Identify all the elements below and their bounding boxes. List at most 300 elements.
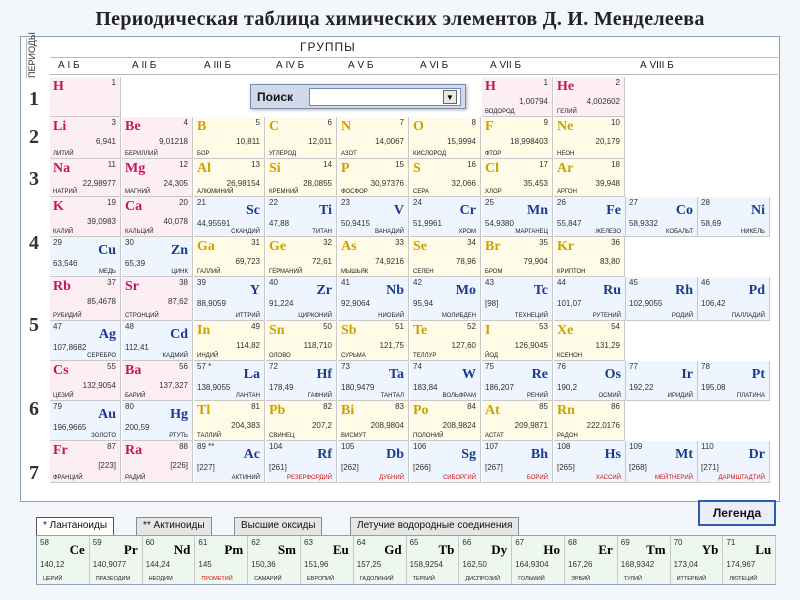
element-cell-db[interactable] (338, 441, 409, 483)
period-number-3: 3 (29, 168, 39, 190)
element-symbol: Tb (438, 542, 455, 557)
atomic-number: 64 (356, 538, 366, 547)
element-symbol: V (393, 203, 404, 218)
lanthanide-cell-dy[interactable] (459, 536, 512, 584)
atomic-mass: 114,82 (236, 341, 260, 350)
element-name: ИНДИЙ (197, 353, 219, 359)
atomic-mass: 15,9994 (447, 137, 476, 146)
atomic-number: 10 (611, 118, 620, 127)
element-cell-ta[interactable] (338, 361, 409, 401)
element-cell-ag[interactable] (50, 321, 121, 361)
atomic-mass: 140,9077 (92, 560, 127, 569)
element-cell-c[interactable] (266, 117, 337, 159)
element-name: НЕОДИМ (148, 576, 173, 582)
atomic-mass: 69,723 (235, 257, 260, 266)
element-name: ИТТЕРБИЙ (676, 576, 707, 582)
element-name: КИСЛОРОД (413, 151, 447, 157)
atomic-number: 81 (251, 402, 260, 411)
atomic-number: 11 (107, 160, 116, 169)
element-cell-ga[interactable] (194, 237, 265, 277)
element-cell-te[interactable] (410, 321, 481, 361)
tab-lanthanides[interactable]: * Лантаноиды (36, 517, 114, 535)
element-symbol: Ho (543, 542, 560, 557)
element-name: МАРГАНЕЦ (515, 229, 548, 235)
element-cell-tc[interactable] (482, 277, 553, 321)
atomic-mass: 74,9216 (375, 257, 404, 266)
element-cell-as[interactable] (338, 237, 409, 277)
element-cell-se[interactable] (410, 237, 481, 277)
atomic-number: 39 (197, 278, 206, 287)
atomic-mass: 180,9479 (341, 383, 375, 392)
lanthanide-cell-ho[interactable] (512, 536, 565, 584)
atomic-mass: 26,98154 (226, 179, 260, 188)
element-cell-b[interactable] (194, 117, 265, 159)
atomic-mass: 140,12 (40, 560, 65, 569)
element-symbol: Mg (125, 161, 146, 176)
element-cell-o[interactable] (410, 117, 481, 159)
atomic-mass: 35,453 (523, 179, 548, 188)
legend-button[interactable]: Легенда (698, 500, 776, 526)
element-name: ЦИНК (171, 269, 188, 275)
lanthanide-cell-lu[interactable] (723, 536, 776, 584)
atomic-number: 2 (615, 78, 620, 87)
element-name: ВОЛЬФРАМ (442, 393, 476, 399)
element-name: ПРАЗЕОДИМ (95, 576, 131, 582)
atomic-mass: [226] (170, 461, 188, 470)
atomic-number: 42 (413, 278, 422, 287)
element-cell-mt[interactable] (626, 441, 698, 483)
element-cell-rh[interactable] (626, 277, 698, 321)
element-symbol: Fe (606, 203, 621, 218)
atomic-number: 37 (107, 278, 116, 287)
element-cell-f[interactable] (482, 117, 553, 159)
atomic-number: 78 (701, 362, 710, 371)
element-cell-si[interactable] (266, 159, 337, 197)
atomic-number: 61 (198, 538, 208, 547)
element-symbol: B (197, 119, 207, 134)
element-cell-bh[interactable] (482, 441, 553, 483)
element-cell-y[interactable] (194, 277, 265, 321)
element-symbol: Db (386, 447, 404, 462)
element-symbol: Ne (557, 119, 574, 134)
element-symbol: Pb (269, 403, 286, 418)
atomic-number: 15 (395, 160, 404, 169)
atomic-mass: [227] (197, 463, 215, 472)
element-cell-tl[interactable] (194, 401, 265, 441)
element-cell-mn[interactable] (482, 197, 553, 237)
element-name: ЖЕЛЕЗО (595, 229, 621, 235)
element-cell-h[interactable] (50, 77, 121, 117)
element-symbol: Se (413, 239, 427, 254)
element-cell-he[interactable] (554, 77, 625, 117)
element-cell-sc[interactable] (194, 197, 265, 237)
element-cell-i[interactable] (482, 321, 553, 361)
atomic-mass: 40,078 (163, 217, 188, 226)
atomic-mass: 6,941 (95, 137, 116, 146)
atomic-number: 45 (629, 278, 638, 287)
element-name: РТУТЬ (169, 433, 188, 439)
element-cell-bi[interactable] (338, 401, 409, 441)
element-cell-sb[interactable] (338, 321, 409, 361)
atomic-mass: 208,9824 (442, 421, 476, 430)
element-symbol: Ca (125, 199, 143, 214)
atomic-number: 41 (341, 278, 350, 287)
atomic-mass: 204,383 (231, 421, 260, 430)
atomic-mass: 190,2 (557, 383, 578, 392)
element-cell-au[interactable] (50, 401, 121, 441)
element-symbol: Cs (53, 363, 69, 378)
atomic-number: 38 (179, 278, 188, 287)
element-name: МЫШЬЯК (341, 269, 369, 275)
element-symbol: S (413, 161, 421, 176)
element-cell-hs[interactable] (554, 441, 626, 483)
atomic-mass: [98] (485, 299, 499, 308)
atomic-number: 55 (107, 362, 116, 371)
element-cell-la[interactable] (194, 361, 265, 401)
atomic-number: 87 (107, 442, 116, 451)
element-name: РАДИЙ (125, 475, 146, 481)
element-cell-nb[interactable] (338, 277, 409, 321)
atomic-number: 34 (467, 238, 476, 247)
atomic-mass: 83,80 (599, 257, 620, 266)
element-cell-cs[interactable] (50, 361, 121, 401)
lanthanide-cell-pm[interactable] (195, 536, 248, 584)
tab-volatile-hydrogen-compounds[interactable]: Летучие водородные соединения (350, 517, 519, 535)
element-cell-cu[interactable] (50, 237, 121, 277)
element-name: ИРИДИЙ (667, 393, 693, 399)
element-cell-al[interactable] (194, 159, 265, 197)
element-symbol: Sc (246, 203, 260, 218)
element-cell-ar[interactable] (554, 159, 625, 197)
element-name: ПАЛЛАДИЙ (731, 313, 765, 319)
atomic-number: 76 (557, 362, 566, 371)
element-symbol: Sm (277, 542, 296, 557)
atomic-mass: 102,9055 (629, 299, 663, 308)
element-name: ГАФНИЙ (307, 393, 332, 399)
atomic-mass: 54,9380 (485, 219, 514, 228)
element-symbol: Hs (604, 447, 621, 462)
atomic-number: 104 (269, 442, 283, 451)
atomic-mass: 10,811 (236, 137, 260, 146)
atomic-mass: 95,94 (413, 299, 434, 308)
element-cell-cl[interactable] (482, 159, 553, 197)
atomic-mass: 20,179 (595, 137, 620, 146)
atomic-mass: 107,8682 (53, 343, 87, 352)
element-cell-zr[interactable] (266, 277, 337, 321)
atomic-number: 52 (467, 322, 476, 331)
element-name: ИТТРИЙ (235, 313, 260, 319)
atomic-mass: 132,9054 (82, 381, 116, 390)
element-symbol: H (485, 79, 496, 94)
atomic-number: 24 (413, 198, 422, 207)
period-number-5: 5 (29, 314, 39, 336)
element-symbol: Fr (53, 443, 68, 458)
atomic-mass: [267] (485, 463, 503, 472)
atomic-mass: 85,4678 (87, 297, 116, 306)
element-cell-fr[interactable] (50, 441, 121, 483)
dropdown-arrow-icon[interactable]: ▼ (443, 90, 457, 104)
element-name: ВИСМУТ (341, 433, 367, 439)
atomic-mass: 1,00794 (519, 97, 548, 106)
lanthanide-cell-nd[interactable] (143, 536, 196, 584)
element-cell-ti[interactable] (266, 197, 337, 237)
element-symbol: Tc (533, 283, 548, 298)
atomic-number: 6 (327, 118, 332, 127)
element-symbol: Cd (170, 327, 188, 342)
atomic-mass: 65,39 (125, 259, 146, 268)
element-name: АСТАТ (485, 433, 504, 439)
tab-actinides[interactable]: ** Актиноиды (136, 517, 212, 535)
atomic-number: 107 (485, 442, 499, 451)
element-name: АКТИНИЙ (231, 475, 260, 481)
atomic-number: 46 (701, 278, 710, 287)
atomic-number: 56 (179, 362, 188, 371)
atomic-number: 1 (111, 78, 116, 87)
atomic-mass: 58,9332 (629, 219, 658, 228)
atomic-number: 89 ** (197, 442, 215, 451)
element-symbol: Pd (748, 283, 765, 298)
lanthanide-cell-eu[interactable] (301, 536, 354, 584)
atomic-number: 70 (673, 538, 683, 547)
element-cell-at[interactable] (482, 401, 553, 441)
atomic-number: 35 (539, 238, 548, 247)
element-cell-po[interactable] (410, 401, 481, 441)
atomic-number: 58 (40, 538, 49, 547)
atomic-number: 82 (323, 402, 332, 411)
element-symbol: Ta (388, 367, 404, 382)
element-symbol: He (557, 79, 575, 94)
element-cell-sr[interactable] (122, 277, 193, 321)
atomic-mass: 145 (198, 560, 212, 569)
element-cell-li[interactable] (50, 117, 121, 159)
atomic-number: 20 (179, 198, 188, 207)
element-cell-zn[interactable] (122, 237, 193, 277)
element-cell-in[interactable] (194, 321, 265, 361)
element-cell-sg[interactable] (410, 441, 481, 483)
element-cell-h[interactable] (482, 77, 553, 117)
atomic-mass: 162,50 (462, 560, 487, 569)
element-symbol: H (53, 79, 64, 94)
element-cell-mg[interactable] (122, 159, 193, 197)
element-cell-p[interactable] (338, 159, 409, 197)
element-cell-xe[interactable] (554, 321, 625, 361)
element-cell-na[interactable] (50, 159, 121, 197)
element-name: ЭРБИЙ (571, 576, 591, 582)
atomic-mass: 58,69 (701, 219, 722, 228)
groups-header: ГРУППЫ (300, 40, 356, 54)
atomic-number: 84 (467, 402, 476, 411)
atomic-mass: 200,59 (125, 423, 150, 432)
element-cell-hf[interactable] (266, 361, 337, 401)
element-symbol: In (197, 323, 211, 338)
element-symbol: Nb (386, 283, 404, 298)
element-symbol: Rb (53, 279, 71, 294)
element-symbol: Sg (461, 447, 476, 462)
tab-higher-oxides[interactable]: Высшие оксиды (234, 517, 322, 535)
atomic-mass: 22,98977 (82, 179, 116, 188)
element-symbol: Nd (173, 542, 191, 557)
element-cell-k[interactable] (50, 197, 121, 237)
search-label: Поиск (257, 90, 294, 104)
element-name: ХЛОР (485, 189, 502, 195)
element-symbol: Li (53, 119, 67, 134)
element-name: СТРОНЦИЙ (125, 313, 159, 319)
element-cell-br[interactable] (482, 237, 553, 277)
element-name: ЛАНТАН (235, 393, 260, 399)
element-cell-rb[interactable] (50, 277, 121, 321)
element-name: ЦЕЗИЙ (53, 393, 74, 399)
element-cell-s[interactable] (410, 159, 481, 197)
lanthanide-cell-pr[interactable] (90, 536, 143, 584)
element-symbol: Dy (491, 542, 508, 557)
lanthanide-cell-er[interactable] (565, 536, 618, 584)
lanthanide-cell-sm[interactable] (248, 536, 301, 584)
atomic-number: 36 (611, 238, 620, 247)
element-name: ХРОМ (458, 229, 476, 235)
element-name: ОСМИЙ (598, 393, 621, 399)
atomic-mass: 72,61 (311, 257, 332, 266)
atomic-number: 17 (539, 160, 548, 169)
element-cell-ir[interactable] (626, 361, 698, 401)
atomic-mass: 131,29 (595, 341, 620, 350)
element-symbol: Os (604, 367, 621, 382)
element-cell-mo[interactable] (410, 277, 481, 321)
atomic-mass: 174,967 (726, 560, 756, 569)
element-cell-rn[interactable] (554, 401, 625, 441)
atomic-mass: 44,95591 (197, 219, 231, 228)
element-name: ФОСФОР (341, 189, 368, 195)
atomic-mass: 106,42 (701, 299, 726, 308)
element-cell-v[interactable] (338, 197, 409, 237)
group-header-1: А I Б (58, 60, 80, 71)
atomic-number: 72 (269, 362, 278, 371)
atomic-mass: [223] (98, 461, 116, 470)
atomic-mass: 121,75 (379, 341, 404, 350)
period-number-6: 6 (29, 398, 39, 420)
element-symbol: Br (485, 239, 501, 254)
element-cell-os[interactable] (554, 361, 626, 401)
atomic-mass: 196,9665 (53, 423, 87, 432)
atomic-mass: 137,327 (159, 381, 188, 390)
element-cell-ra[interactable] (122, 441, 193, 483)
atomic-number: 19 (107, 198, 116, 207)
element-grid (50, 77, 778, 500)
atomic-mass: 195,08 (701, 383, 726, 392)
group-headers-row (50, 57, 778, 75)
element-cell-kr[interactable] (554, 237, 625, 277)
atomic-mass: 4,002602 (586, 97, 620, 106)
element-cell-ba[interactable] (122, 361, 193, 401)
atomic-mass: 12,011 (308, 137, 332, 146)
atomic-number: 18 (611, 160, 620, 169)
atomic-mass: 47,88 (269, 219, 290, 228)
element-symbol: Mt (675, 447, 693, 462)
element-cell-hg[interactable] (122, 401, 193, 441)
atomic-mass: 79,904 (523, 257, 548, 266)
atomic-number: 7 (399, 118, 404, 127)
element-cell-w[interactable] (410, 361, 481, 401)
element-symbol: W (462, 367, 476, 382)
element-symbol: Mo (455, 283, 476, 298)
element-cell-co[interactable] (626, 197, 698, 237)
atomic-number: 106 (413, 442, 427, 451)
lanthanide-cell-gd[interactable] (354, 536, 407, 584)
element-name: РУТЕНИЙ (592, 313, 621, 319)
element-cell-rf[interactable] (266, 441, 337, 483)
element-cell-fe[interactable] (554, 197, 626, 237)
atomic-number: 32 (323, 238, 332, 247)
element-cell-ac[interactable] (194, 441, 265, 483)
element-cell-ca[interactable] (122, 197, 193, 237)
atomic-mass: 168,9342 (620, 560, 655, 569)
atomic-number: 28 (701, 198, 710, 207)
element-symbol: O (413, 119, 424, 134)
element-name: КАДМИЙ (162, 353, 188, 359)
group-header-4: А IV Б (276, 60, 305, 71)
atomic-number: 77 (629, 362, 638, 371)
atomic-mass: 51,9961 (413, 219, 442, 228)
element-symbol: Kr (557, 239, 575, 254)
element-cell-n[interactable] (338, 117, 409, 159)
atomic-mass: 173,04 (673, 560, 699, 569)
search-input[interactable] (309, 88, 461, 106)
element-name: АЛЮМИНИЙ (197, 189, 234, 195)
lanthanide-cell-ce[interactable] (37, 536, 90, 584)
element-name: ТАНТАЛ (380, 393, 404, 399)
element-cell-pd[interactable] (698, 277, 770, 321)
element-name: ФРАНЦИЙ (53, 475, 83, 481)
atomic-mass: 151,96 (304, 560, 329, 569)
atomic-mass: 30,97376 (370, 179, 404, 188)
element-cell-ni[interactable] (698, 197, 770, 237)
element-cell-dr[interactable] (698, 441, 770, 483)
element-cell-sn[interactable] (266, 321, 337, 361)
atomic-number: 25 (485, 198, 494, 207)
atomic-mass: 144,24 (145, 560, 171, 569)
element-symbol: Ru (603, 283, 621, 298)
atomic-mass: 158,9254 (409, 560, 443, 569)
element-cell-pt[interactable] (698, 361, 770, 401)
element-cell-cd[interactable] (122, 321, 193, 361)
element-name: ДАРМШТАДТИЙ (718, 475, 765, 481)
element-symbol: Re (531, 367, 548, 382)
element-cell-ru[interactable] (554, 277, 626, 321)
element-cell-be[interactable] (122, 117, 193, 159)
element-name: ПРОМЕТИЙ (201, 576, 233, 582)
element-symbol: Dr (748, 447, 765, 462)
element-symbol: Cl (485, 161, 499, 176)
atomic-mass: 138,9055 (197, 383, 231, 392)
lanthanide-cell-tm[interactable] (618, 536, 671, 584)
atomic-number: 51 (395, 322, 404, 331)
atomic-number: 12 (179, 160, 188, 169)
element-name: ЦИРКОНИЙ (298, 313, 332, 319)
element-name: МОЛИБДЕН (441, 313, 476, 319)
element-cell-ne[interactable] (554, 117, 625, 159)
element-name: СИБОРГИЙ (442, 475, 476, 481)
element-cell-ge[interactable] (266, 237, 337, 277)
atomic-number: 83 (395, 402, 404, 411)
group-header-2: А II Б (132, 60, 157, 71)
lanthanide-cell-yb[interactable] (671, 536, 724, 584)
atomic-mass: 207,2 (311, 421, 332, 430)
element-cell-re[interactable] (482, 361, 553, 401)
group-header-8: А VIII Б (640, 60, 674, 71)
lanthanide-cell-tb[interactable] (407, 536, 460, 584)
atomic-number: 5 (255, 118, 260, 127)
element-cell-cr[interactable] (410, 197, 481, 237)
element-cell-pb[interactable] (266, 401, 337, 441)
